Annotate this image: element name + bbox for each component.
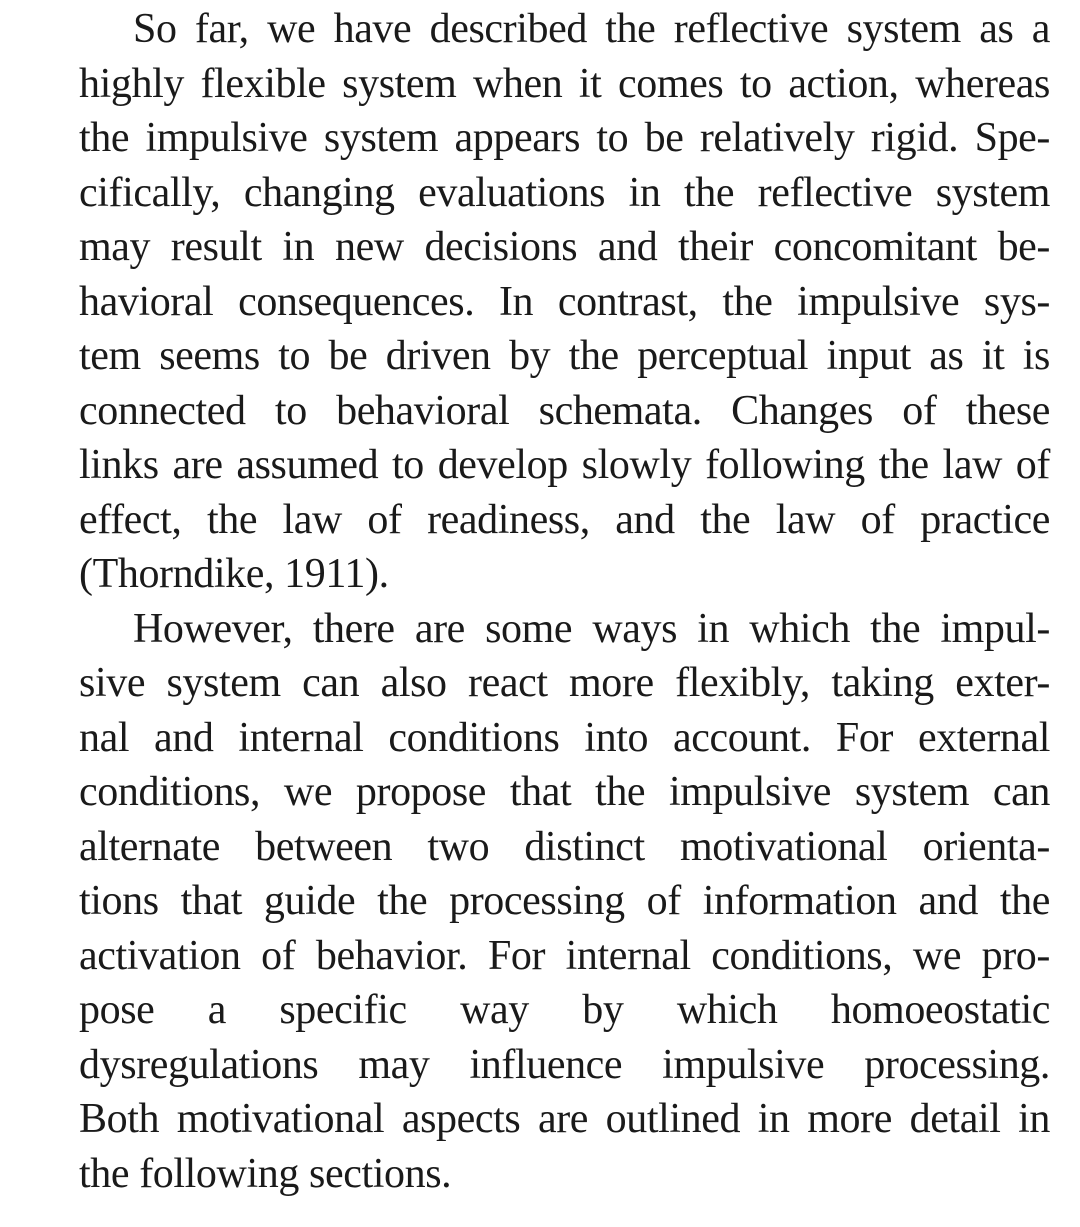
text-line: alternate between two distinct motivational orienta- bbox=[79, 823, 1050, 870]
text-line: nal and internal conditions into account. For external bbox=[79, 714, 1050, 761]
text-line: Both motivational aspects are outlined in more detail in bbox=[79, 1096, 1050, 1142]
paragraph-2 bbox=[79, 602, 1050, 1202]
text-line: So far, we have described the reflective system as a bbox=[133, 6, 1050, 52]
text-line: the impulsive system appears to be relatively rigid. Spe- bbox=[79, 115, 1050, 161]
text-line: dysregulations may influence impulsive processing. bbox=[79, 1041, 1050, 1088]
text-line: activation of behavior. For internal conditions, we pro- bbox=[79, 932, 1050, 979]
text-line: conditions, we propose that the impulsive system can bbox=[79, 769, 1050, 815]
paragraph-1 bbox=[79, 2, 1050, 602]
text-line: effect, the law of readiness, and the law of practice bbox=[79, 496, 1050, 543]
text-line: sive system can also react more flexibly, taking exter- bbox=[79, 660, 1050, 706]
text-line: connected to behavioral schemata. Changes of these bbox=[79, 387, 1050, 434]
text-line: may result in new decisions and their concomitant be- bbox=[79, 224, 1050, 270]
text-line: pose a specific way by which homoeostatic bbox=[79, 987, 1050, 1033]
text-line: tions that guide the processing of information and the bbox=[79, 878, 1050, 924]
document-page bbox=[79, 2, 1050, 1201]
text-line: highly flexible system when it comes to action, whereas bbox=[79, 60, 1050, 107]
text-line: (Thorndike, 1911). bbox=[79, 551, 389, 597]
text-line: However, there are some ways in which the impul- bbox=[133, 605, 1050, 652]
text-line: links are assumed to develop slowly following the law of bbox=[79, 442, 1050, 488]
text-line: cifically, changing evaluations in the reflective system bbox=[79, 169, 1050, 216]
text-line: tem seems to be driven by the perceptual input as it is bbox=[79, 333, 1050, 379]
text-line: havioral consequences. In contrast, the impulsive sys- bbox=[79, 278, 1050, 325]
text-line: the following sections. bbox=[79, 1150, 452, 1197]
